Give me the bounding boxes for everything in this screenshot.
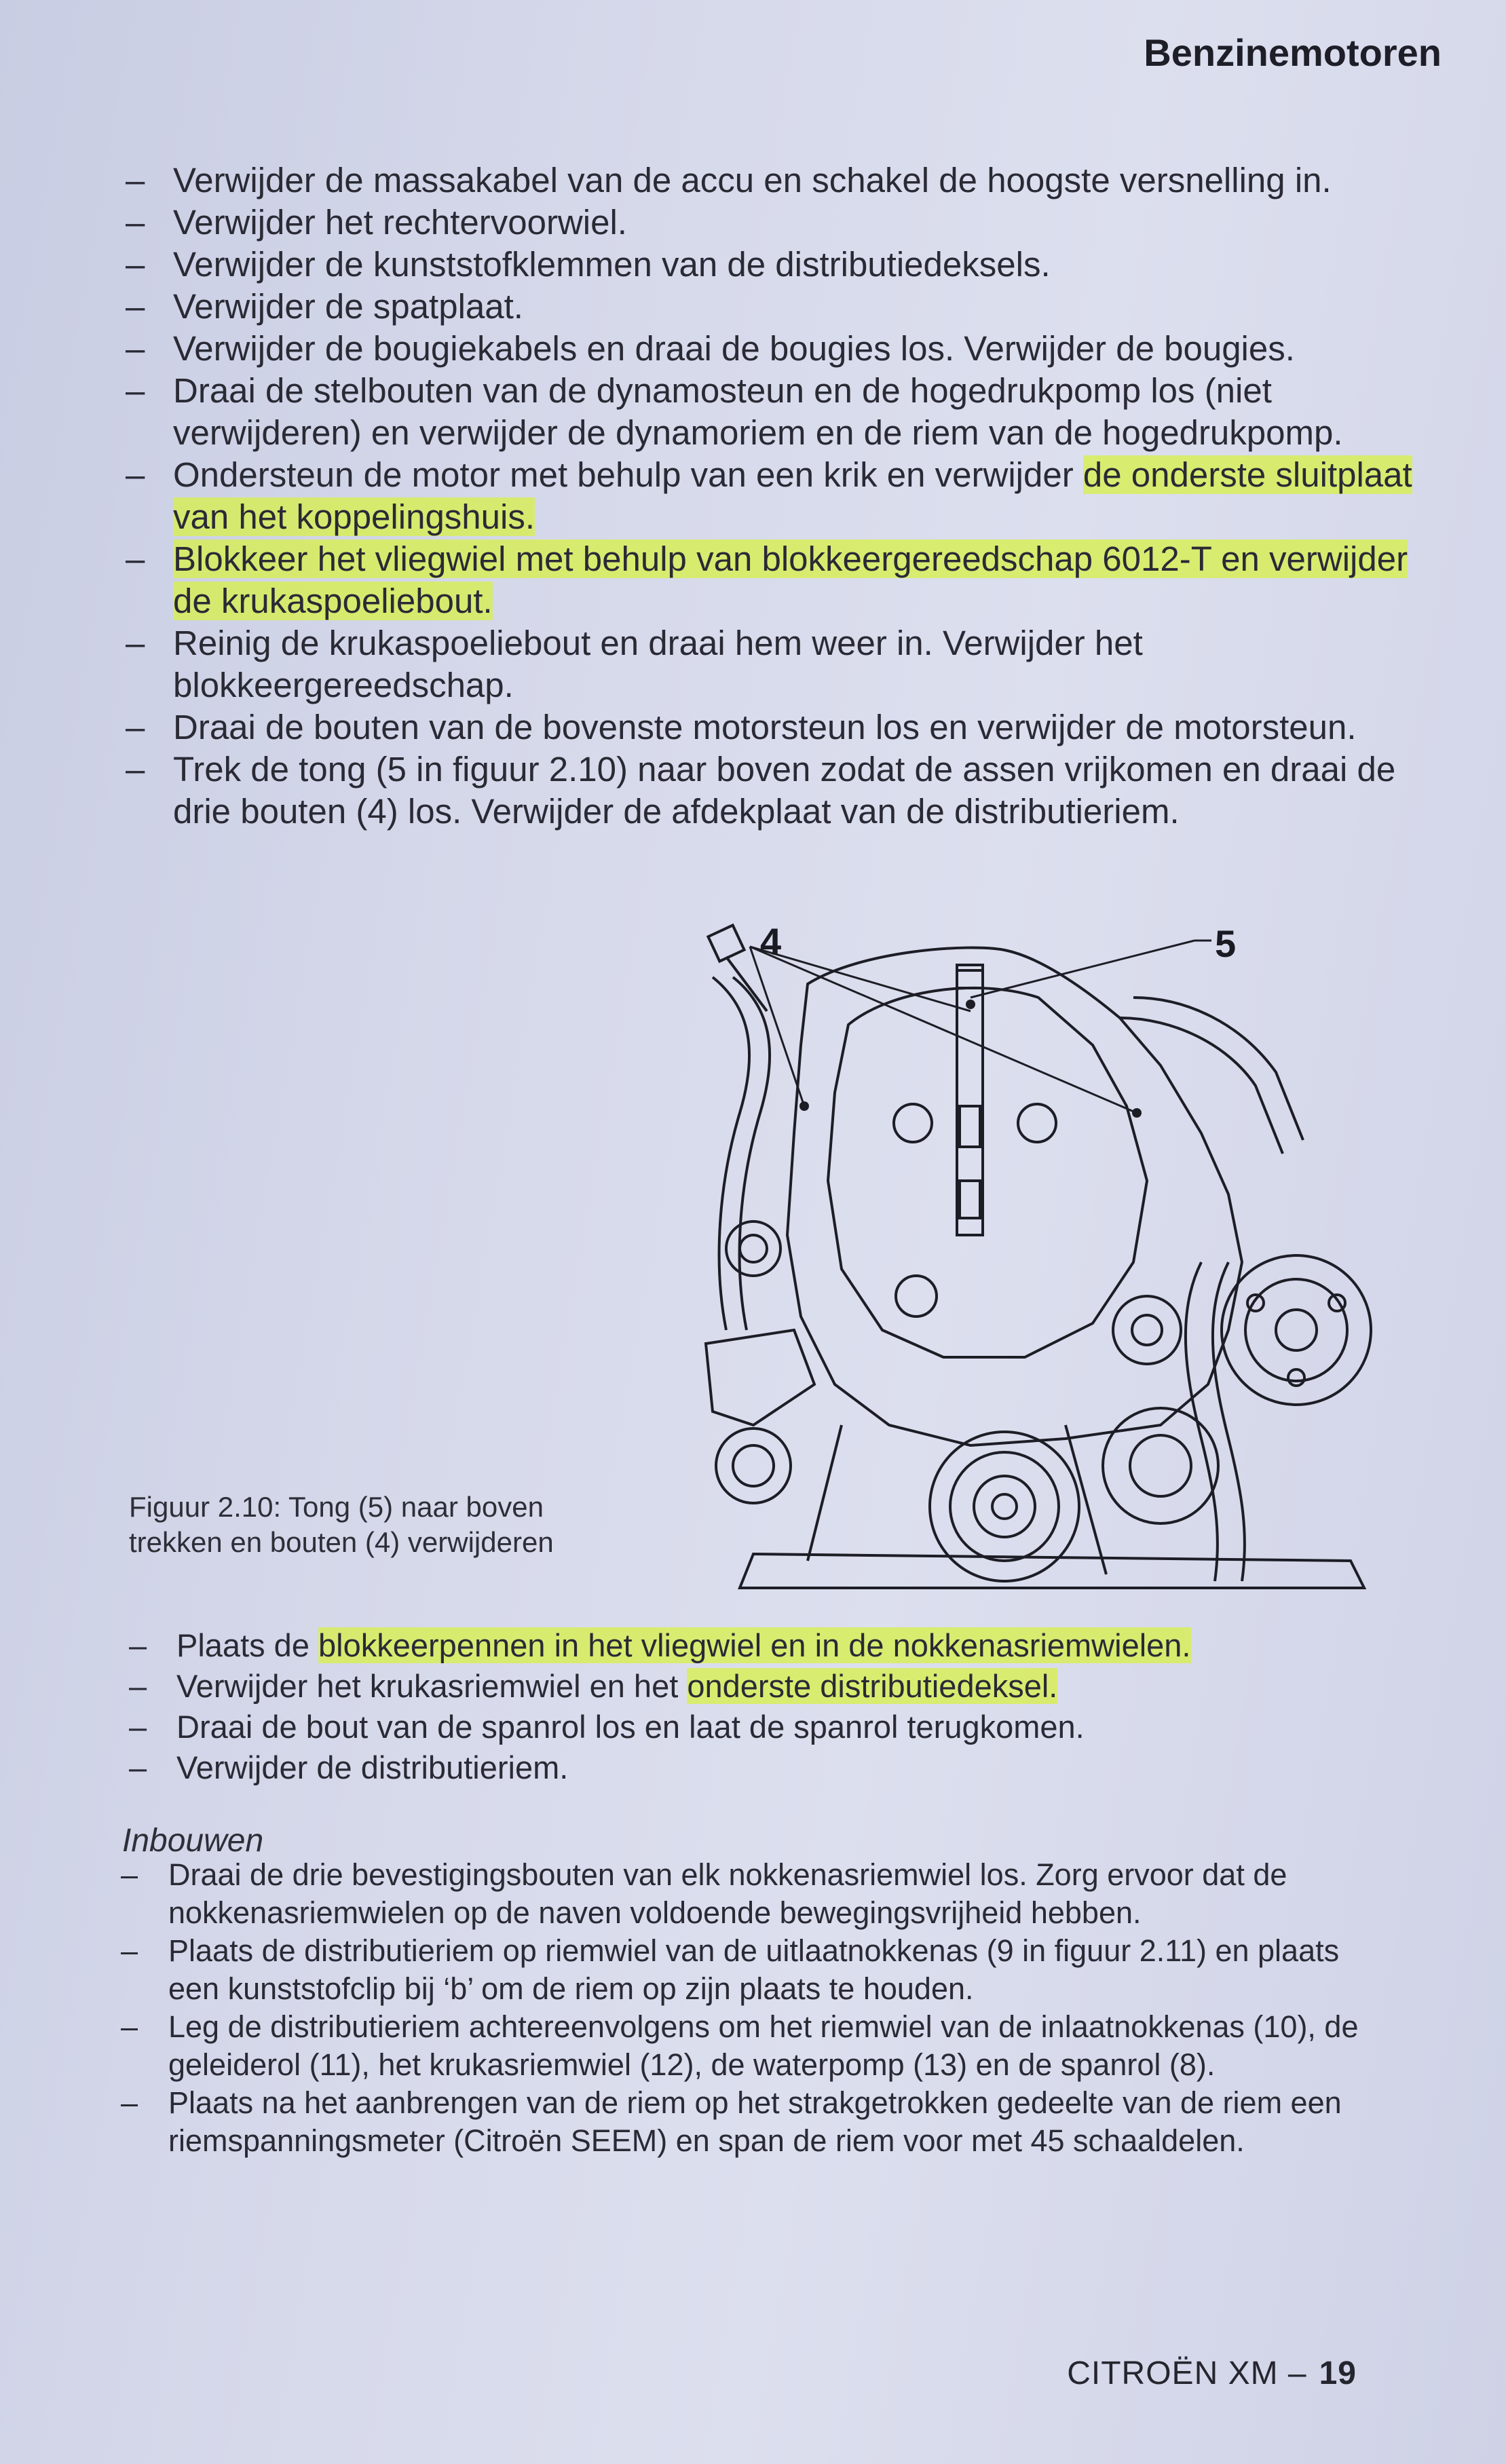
list-item: – Draai de bouten van de bovenste motorsteun los en verwijder de motorsteun. <box>126 706 1449 748</box>
section-heading: Inbouwen <box>122 1823 264 1859</box>
list-item: – Draai de drie bevestigingsbouten van elk nokkenasriemwiel los. Zorg ervoor dat de nokkenasriemwielen op de naven voldoende bewegingsvrijheid hebben. <box>121 1856 1376 1932</box>
list-item: – Verwijder de distributieriem. <box>129 1747 1385 1788</box>
highlighted-text: blokkeerpennen in het vliegwiel en in de nokkenasriemwielen. <box>318 1627 1191 1663</box>
installation-steps-list <box>121 1856 1376 2160</box>
list-item: – Ondersteun de motor met behulp van een krik en verwijder de onderste sluitplaat van het koppelingshuis. <box>126 454 1449 538</box>
list-item: – Plaats de blokkeerpennen in het vliegwiel en in de nokkenasriemwielen. <box>129 1625 1385 1666</box>
list-item <box>126 538 1449 622</box>
list-item: – Draai de bout van de spanrol los en laat de spanrol terugkomen. <box>129 1707 1385 1747</box>
running-header: Benzinemotoren <box>1144 31 1442 74</box>
list-item: – Plaats na het aanbrengen van de riem op het strakgetrokken gedeelte van de riem een riemspanningsmeter (Citroën SEEM) en span de riem voor met 45 schaaldelen. <box>121 2084 1376 2160</box>
engine-diagram <box>685 909 1405 1615</box>
list-item: – Reinig de krukaspoeliebout en draai hem weer in. Verwijder het blokkeergereedschap. <box>126 622 1449 706</box>
list-item: – Verwijder de bougiekabels en draai de bougies los. Verwijder de bougies. <box>126 328 1449 370</box>
figure-label-5: 5 <box>1215 922 1237 965</box>
engine-drawing <box>685 909 1405 1615</box>
page-footer <box>1067 2355 1357 2392</box>
list-item: – Verwijder de kunststofklemmen van de distributiedeksels. <box>126 244 1449 286</box>
list-item: – Plaats de distributieriem op riemwiel van de uitlaatnokkenas (9 in figuur 2.11) en plaats een kunststofclip bij ‘b’ om de riem op zijn plaats te houden. <box>121 1932 1376 2008</box>
list-item: – Verwijder de massakabel van de accu en schakel de hoogste versnelling in. <box>126 159 1449 202</box>
page-number: 19 <box>1319 2355 1357 2391</box>
list-item: – Trek de tong (5 in figuur 2.10) naar boven zodat de assen vrijkomen en draai de drie bouten (4) los. Verwijder de afdekplaat van de distributieriem. <box>126 748 1449 833</box>
footer-model: CITROËN XM – <box>1067 2355 1307 2391</box>
removal-steps-continued-list <box>129 1625 1385 1788</box>
highlighted-text: de onderste sluitplaat van het koppelingshuis. <box>173 455 1412 536</box>
removal-steps-list <box>126 159 1449 833</box>
list-item: – Draai de stelbouten van de dynamosteun en de hogedrukpomp los (niet verwijderen) en verwijder de dynamoriem en de riem van de hogedrukpomp. <box>126 370 1449 454</box>
highlighted-text: Blokkeer het vliegwiel met behulp van blokkeergereedschap 6012-T en verwijder de krukaspoeliebout. <box>173 539 1408 620</box>
list-item: – Verwijder de spatplaat. <box>126 286 1449 328</box>
list-item: – Verwijder het rechtervoorwiel. <box>126 202 1449 244</box>
figure-caption: Figuur 2.10: Tong (5) naar boven trekken en bouten (4) verwijderen <box>129 1491 554 1558</box>
highlighted-text: onderste distributiedeksel. <box>687 1668 1058 1704</box>
figure-label-4: 4 <box>760 920 782 963</box>
list-item: – Verwijder het krukasriemwiel en het onderste distributiedeksel. <box>129 1666 1385 1707</box>
list-item: – Leg de distributieriem achtereenvolgens om het riemwiel van de inlaatnokkenas (10), de geleiderol (11), het krukasriemwiel (12), de waterpomp (13) en de spanrol (8). <box>121 2008 1376 2084</box>
